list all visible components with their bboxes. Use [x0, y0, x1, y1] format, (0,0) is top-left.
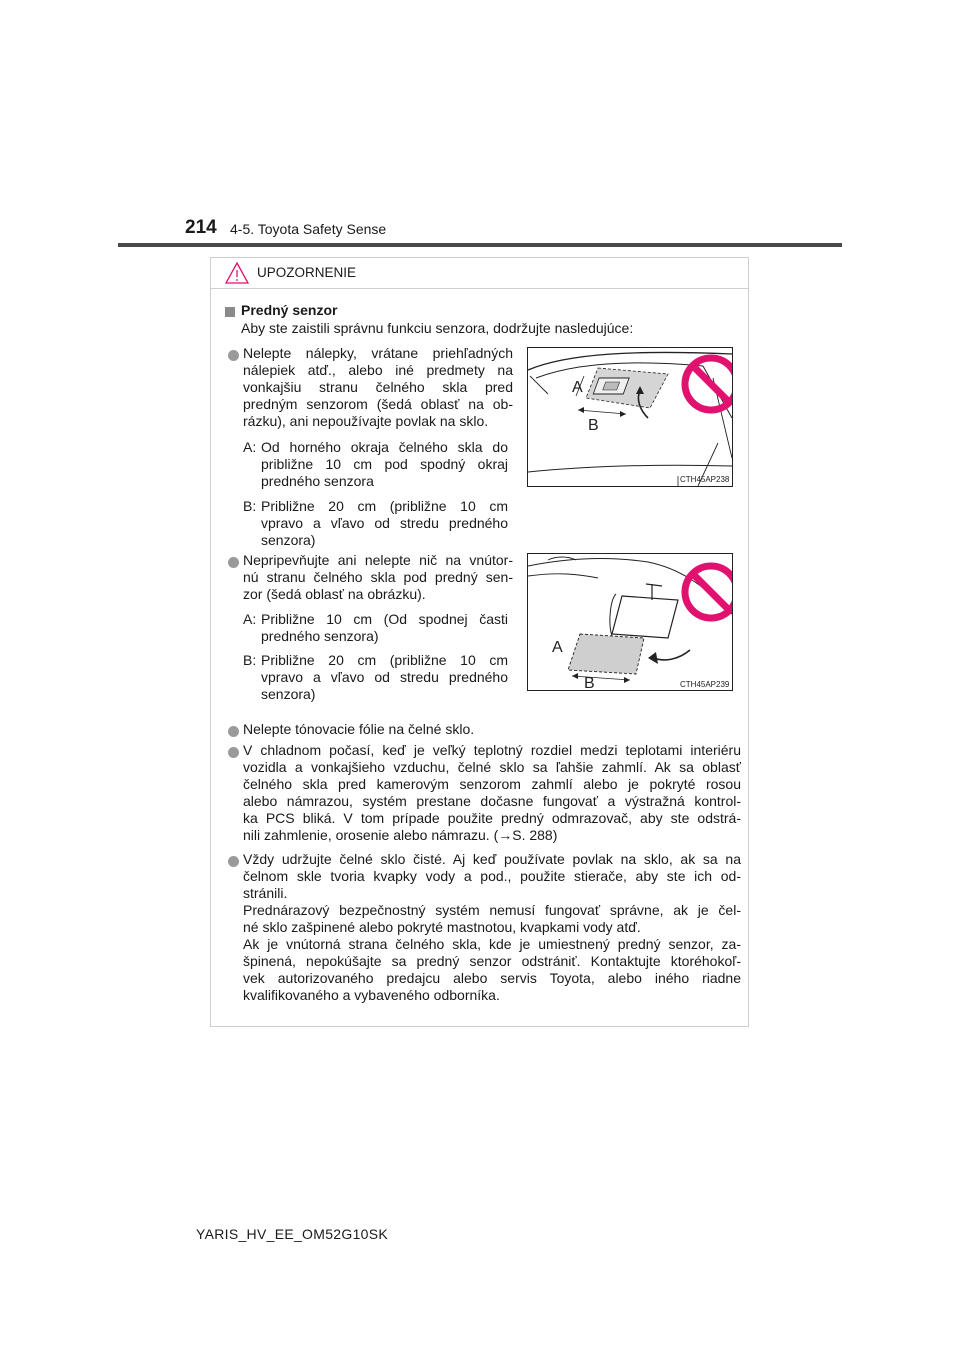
item5-line: Prednárazový bezpečnostný systém nemusí fungovať správne, ak je čel-	[243, 902, 741, 918]
item1-b-line: vpravo a vľavo od stredu predného	[261, 515, 508, 531]
item2-b-line: Približne 20 cm (približne 10 cm	[261, 652, 508, 668]
item2-b-prefix: B:	[243, 652, 257, 668]
section-bullet-icon	[225, 307, 235, 317]
item2-b-line: vpravo a vľavo od stredu predného	[261, 669, 508, 685]
section-title: 4-5. Toyota Safety Sense	[230, 221, 387, 237]
windshield-outside-illustration	[528, 348, 732, 486]
page-number: 214	[185, 217, 217, 238]
item5-line: Vždy udržujte čelné sklo čisté. Aj keď používate povlak na sklo, ak sa na	[243, 851, 741, 867]
warning-intro: Aby ste zaistili správnu funkciu senzora, dodržujte nasledujúce:	[241, 320, 634, 336]
bullet-dot-icon	[228, 350, 239, 361]
figure2-code: CTH45AP239	[680, 680, 730, 689]
item1-line: predným senzorom (šedá oblasť na ob-	[243, 396, 513, 412]
bullet-dot-icon	[228, 856, 239, 867]
header-rule	[118, 243, 842, 247]
figure-windshield-outside	[527, 347, 733, 487]
item2-a-line: predného senzora)	[261, 628, 379, 644]
item2-b-line: senzora)	[261, 686, 316, 702]
item4-line: vozidla a vonkajšieho vzduchu, čelné sklo sa ľahšie zahmlí. Ak sa oblasť	[243, 759, 741, 775]
warning-label: UPOZORNENIE	[257, 265, 357, 280]
item2-line: Nepripevňujte ani nelepte nič na vnútor-	[243, 552, 513, 568]
item5-line: né sklo zašpinené alebo pokryté mastnotou, kvapkami vody atď.	[243, 919, 641, 935]
item2-a-line: Približne 10 cm (Od spodnej časti	[261, 611, 508, 627]
item2-line: nú stranu čelného skla pod predný sen-	[243, 569, 513, 585]
item1-line: rázku), ani nepoužívajte povlak na sklo.	[243, 413, 489, 429]
bullet-dot-icon	[228, 726, 239, 737]
item4-line: ka PCS bliká. V tom prípade použite predný odmrazovač, aby ste odstrá-	[243, 810, 741, 826]
item5-line: čelnom skle tvoria kvapky vody a pod., použite stierače, aby ste ich od-	[243, 868, 741, 884]
figure1-label-b: B	[588, 417, 599, 434]
warning-heading: Predný senzor	[241, 302, 338, 318]
warning-header	[211, 258, 748, 289]
item5-line: kvalifikovaného a vybaveného odborníka.	[243, 987, 500, 1003]
item1-a-line: približne 10 cm pod spodný okraj	[261, 456, 508, 472]
document-code: YARIS_HV_EE_OM52G10SK	[196, 1226, 389, 1242]
item1-line: Nelepte nálepky, vrátane priehľadných	[243, 345, 513, 361]
item4-line: čelného skla pred kamerovým senzorom zahmlí alebo je pokryté rosou	[243, 776, 741, 792]
figure2-label-a: A	[552, 639, 563, 656]
item1-a-prefix: A:	[243, 439, 257, 455]
item5-line: stránili.	[243, 885, 288, 901]
figure1-label-a: A	[572, 379, 583, 396]
item5-line: vek autorizovaného predajcu alebo servis Toyota, alebo iného riadne	[243, 970, 741, 986]
windshield-inside-illustration	[528, 554, 732, 690]
figure1-code: CTH45AP238	[680, 475, 730, 484]
item5-line: Ak je vnútorná strana čelného skla, kde je umiestnený predný senzor, za-	[243, 936, 741, 952]
item1-line: vonkajšiu stranu čelného skla pred	[243, 379, 513, 395]
item1-a-line: predného senzora	[261, 473, 374, 489]
item5-line: špinená, nepokúšajte sa predný senzor odstrániť. Kontaktujte ktoréhokoľ-	[243, 953, 741, 969]
item1-b-line: Približne 20 cm (približne 10 cm	[261, 498, 508, 514]
item1-a-line: Od horného okraja čelného skla do	[261, 439, 508, 455]
warning-triangle-icon	[225, 262, 249, 284]
item1-b-line: senzora)	[261, 532, 316, 548]
item1-b-prefix: B:	[243, 498, 257, 514]
item4-line: nili zahmlenie, orosenie alebo námrazu. (→S. 288)	[243, 827, 558, 843]
bullet-dot-icon	[228, 557, 239, 568]
figure2-label-b: B	[584, 675, 595, 690]
warning-box	[210, 257, 749, 1027]
item4-line: V chladnom počasí, keď je veľký teplotný rozdiel medzi teplotami interiéru	[243, 742, 741, 758]
item4-line: alebo námrazou, systém prestane dočasne fungovať a výstražná kontrol-	[243, 793, 741, 809]
item2-a-prefix: A:	[243, 611, 257, 627]
bullet-dot-icon	[228, 747, 239, 758]
item2-line: zor (šedá oblasť na obrázku).	[243, 586, 426, 602]
item3-text: Nelepte tónovacie fólie na čelné sklo.	[243, 721, 475, 737]
figure-windshield-inside	[527, 553, 733, 691]
item1-line: nálepiek atď., alebo iné predmety na	[243, 362, 513, 378]
